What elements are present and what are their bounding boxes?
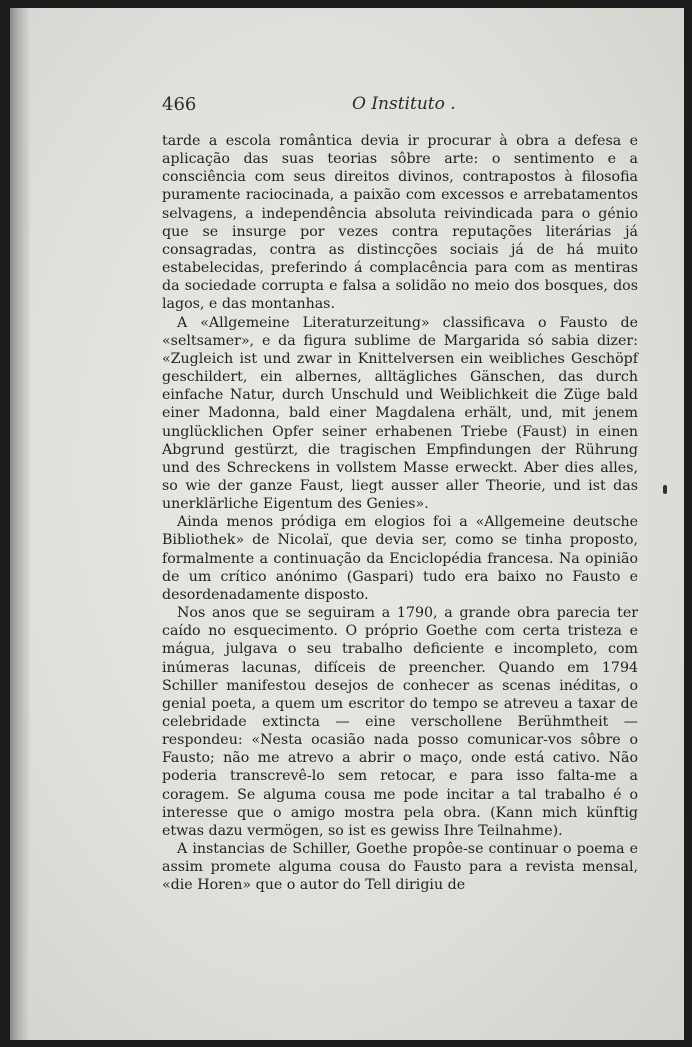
page-number: 466 xyxy=(162,94,197,115)
paragraph-3: Ainda menos pródiga em elogios foi a «Allgemeine deutsche Bibliothek» de Nicolaï, que devia ser, como se tinha proposto, formalmente a continuação da Enciclopédia francesa. Na opinião de um crítico anónimo (Gaspari) tudo era baixo no Fausto e desordenadamente disposto. xyxy=(162,514,638,603)
paragraph-5: A instancias de Schiller, Goethe propôe-se continuar o poema e assim promete alguma cousa do Fausto para a revista mensal, «die Horen» que o autor do Tell dirigiu de xyxy=(162,841,638,894)
book-page xyxy=(10,8,684,1040)
page-header xyxy=(162,94,638,122)
body-text xyxy=(162,132,638,895)
paragraph-2: A «Allgemeine Literaturzeitung» classificava o Fausto de «seltsamer», e da figura sublime de Margarida só sabia dizer: «Zugleich ist und zwar in Knittelversen ein weibliches Geschöpf geschildert, ein albernes, alltägliches Gänschen, das durch einfache Natur, durch Unschuld und Weiblichkeit die Züge bald einer Madonna, bald einer Magdalena erhält, und, mit jenem unglücklichen Opfer seiner erhabenen Triebe (Faust) in einen Abgrund gestürzt, die tragischen Empfindungen der Rührung und des Schreckens in vollstem Masse erweckt. Aber dies alles, so wie der ganze Faust, liegt ausser aller Theorie, und ist das unerklärliche Eigentum des Genies». xyxy=(162,314,638,513)
paragraph-1: tarde a escola romântica devia ir procurar à obra a defesa e aplicação das suas teorias sôbre arte: o sentimento e a consciência com seus direitos divinos, contrapostos à filosofia puramente raciocinada, a paixão com excessos e arrebatamentos selvagens, a independência absoluta reivindicada para o génio que se insurge por vezes contra reputações literárias já consagradas, contra as distincções sociais já de há muito estabelecidas, preferindo á complacência para com as mentiras da sociedade corrupta e falsa a solidão no meio dos bosques, dos lagos, e das montanhas. xyxy=(162,133,638,313)
paragraph-4: Nos anos que se seguiram a 1790, a grande obra parecia ter caído no esquecimento. O próprio Goethe com certa tristeza e mágua, julgava o seu trabalho deficiente e incompleto, com inúmeras lacunas, difíceis de preencher. Quando em 1794 Schiller manifestou desejos de conhecer as scenas inéditas, o genial poeta, a quem um escritor do tempo se atreveu a taxar de celebridade extincta — eine verschollene Berühmtheit — respondeu: «Nesta ocasião nada posso comunicar-vos sôbre o Fausto; não me atrevo a abrir o maço, onde está cativo. Não poderia transcrevê-lo sem retocar, e para isso falta-me a coragem. Se alguma cousa me pode incitar a tal trabalho é o interesse que o amigo mostra pela obra. (Kann mich künftig etwas dazu vermögen, so ist es gewiss Ihre Teilnahme). xyxy=(162,605,638,839)
ink-speck xyxy=(663,485,667,494)
running-title: O Instituto . xyxy=(352,94,456,114)
page-gutter-shadow xyxy=(10,8,30,1040)
